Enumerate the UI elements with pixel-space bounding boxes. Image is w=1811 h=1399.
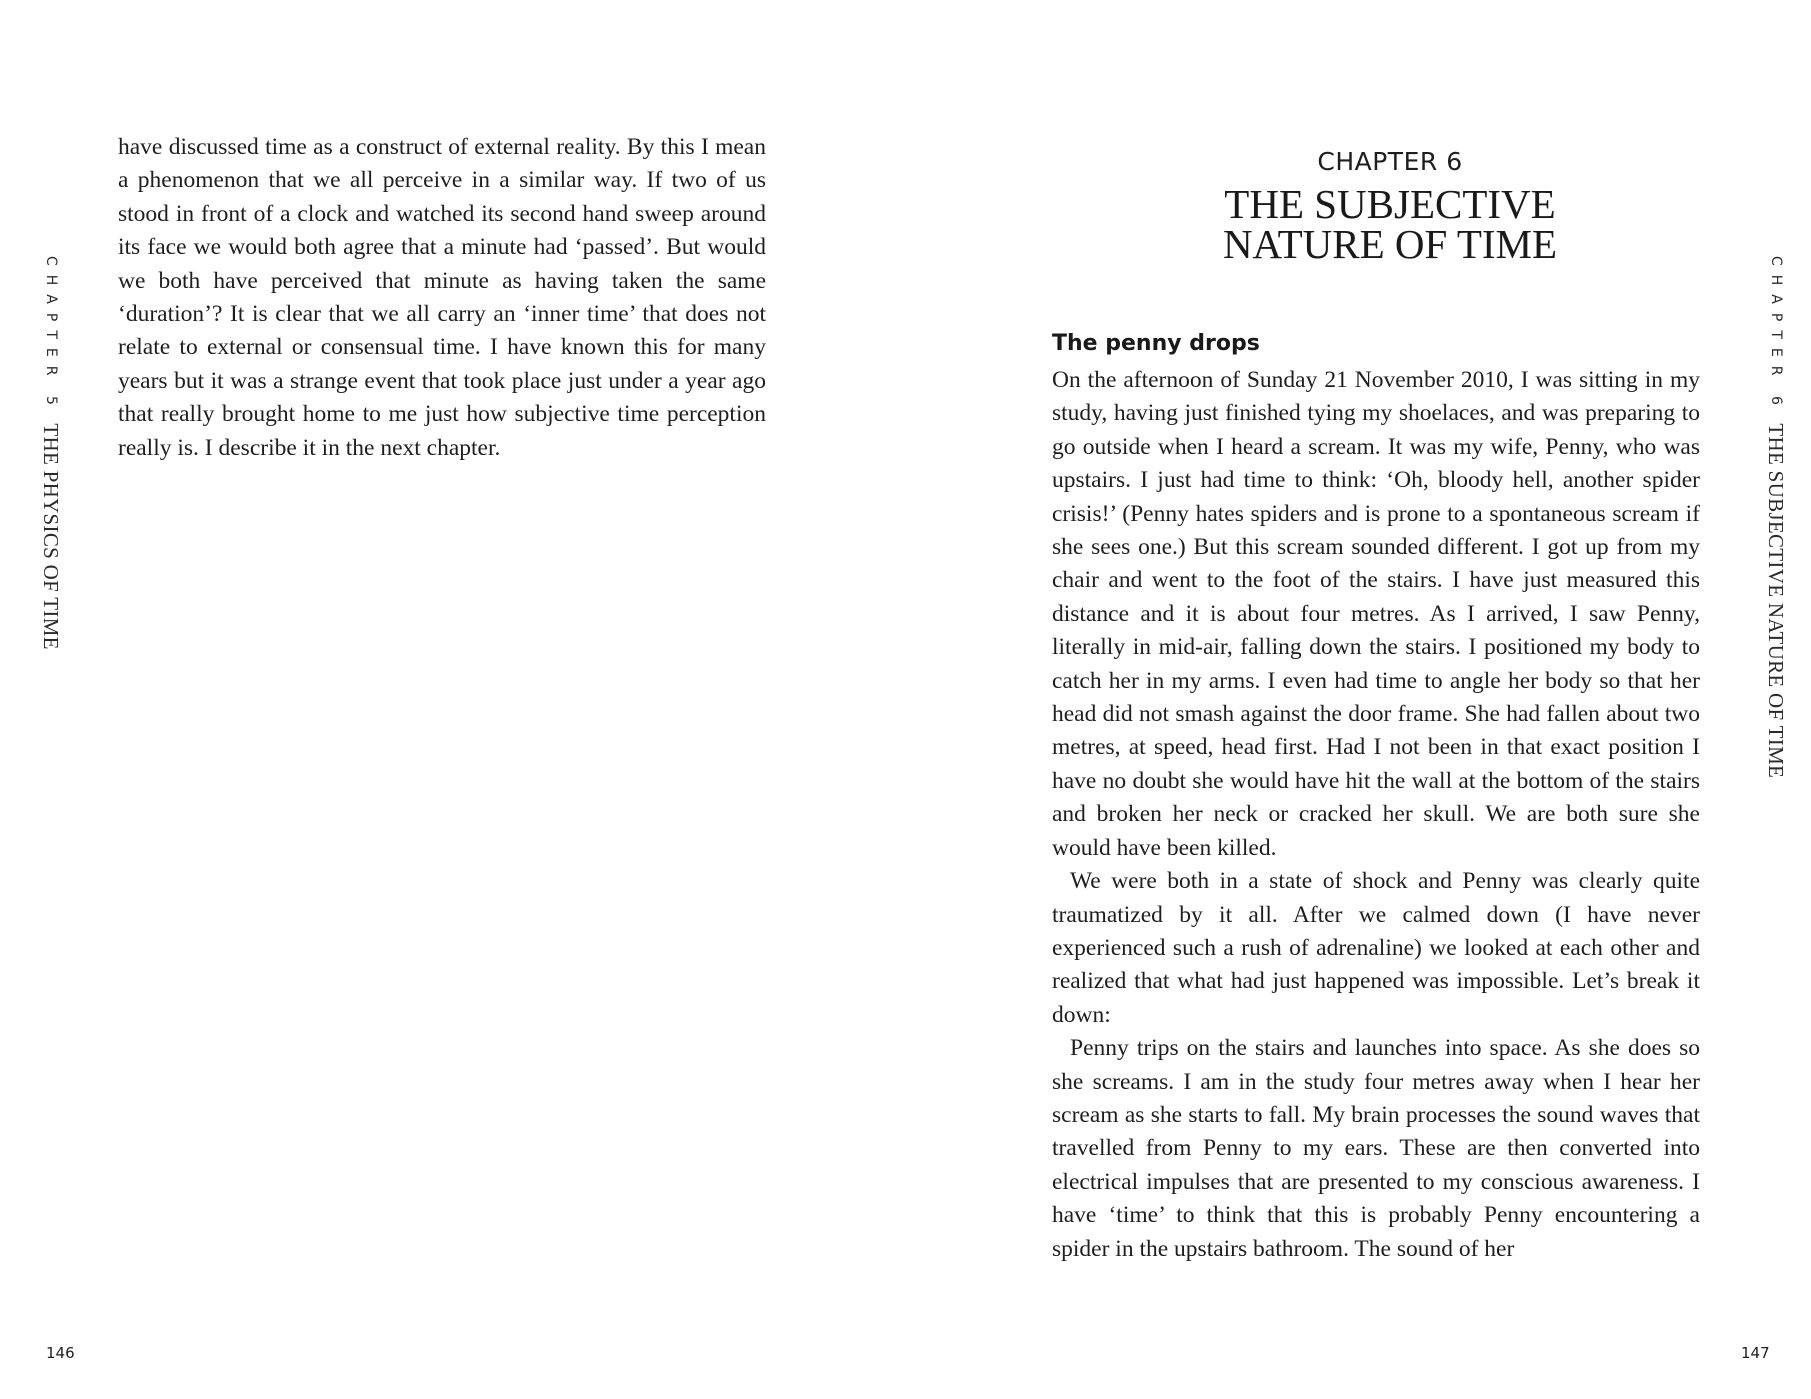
- chapter-title: [1110, 181, 1670, 267]
- right-body-text: [1052, 364, 1700, 1266]
- paragraph: Penny trips on the stairs and launches into space. As she does so she screams. I am in the study four metres away when I hear her scream as she starts to fall. My brain processes the sound waves that travelled from Penny to my ears. These are then converted into electrical impulses that are presented to my conscious awareness. I have ‘time’ to think that this is probably Penny encountering a spider in the upstairs bathroom. The sound of her: [1052, 1035, 1700, 1262]
- left-page: [0, 0, 905, 1399]
- left-body-text: [118, 131, 766, 465]
- chapter-title-line-2: NATURE OF TIME: [1222, 221, 1558, 267]
- running-head-title: THE PHYSICS OF TIME: [39, 423, 63, 650]
- right-page: [905, 0, 1810, 1399]
- running-head-chapter-number: 6: [1768, 396, 1784, 406]
- chapter-label: CHAPTER 6: [1317, 147, 1463, 176]
- paragraph: have discussed time as a construct of external reality. By this I mean a phenomenon that we all perceive in a similar way. If two of us stood in front of a clock and watched its second hand sweep around its face we would both agree that a minute had ‘passed’. But would we both have perceived that minute as having taken the same ‘duration’? It is clear that we all carry an ‘inner time’ that does not relate to external or consensual time. I have known this for many years but it was a strange event that took place just under a year ago that really brought home to me just how subjective time perception really is. I describe it in the next chapter.: [118, 134, 766, 461]
- section-heading: The penny drops: [1052, 331, 1260, 356]
- chapter-title-line-1: THE SUBJECTIVE: [1224, 181, 1556, 227]
- running-head-title: THE SUBJECTIVE NATURE OF TIME: [1764, 423, 1788, 779]
- paragraph: On the afternoon of Sunday 21 November 2010, I was sitting in my study, having just finished tying my shoelaces, and was preparing to go outside when I heard a scream. It was my wife, Penny, who was upstairs. I just had time to think: ‘Oh, bloody hell, another spider crisis!’ (Penny hates spiders and is prone to a spontaneous scream if she sees one.) But this scream sounded different. I got up from my chair and went to the foot of the stairs. I have just measured this distance and it is about four metres. As I arrived, I saw Penny, literally in mid-air, falling down the stairs. I positioned my body to catch her in my arms. I even had time to angle her body so that her head did not smash against the door frame. She had fallen about two metres, at speed, head first. Had I not been in that exact position I have no doubt she would have hit the wall at the bottom of the stairs and broken her neck or cracked her skull. We are both sure she would have been killed.: [1052, 367, 1700, 861]
- running-head-chapter-word: CHAPTER: [43, 256, 59, 385]
- paragraph: We were both in a state of shock and Penny was clearly quite traumatized by it all. After we calmed down (I have never experienced such a rush of adrenaline) we looked at each other and realized that what had just happened was impossible. Let’s break it down:: [1052, 868, 1700, 1028]
- page-number-right: 147: [1741, 1344, 1770, 1362]
- page-number-left: 146: [46, 1344, 75, 1362]
- running-head-left: [38, 256, 63, 650]
- running-head-right: [1763, 256, 1788, 778]
- running-head-chapter-word: CHAPTER: [1768, 256, 1784, 385]
- running-head-chapter-number: 5: [43, 396, 59, 406]
